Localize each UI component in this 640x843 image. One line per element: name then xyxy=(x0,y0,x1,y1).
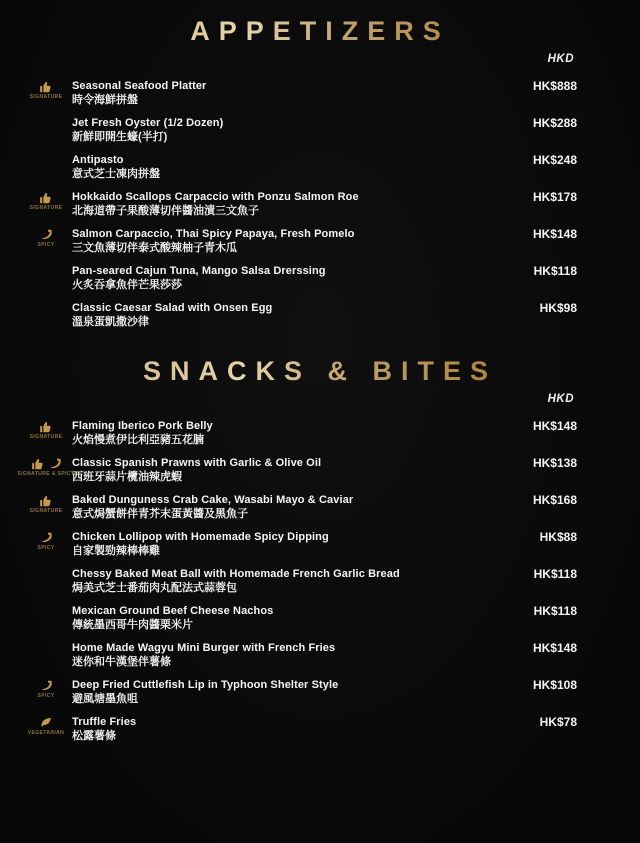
item-name-english: Classic Caesar Salad with Onsen Egg xyxy=(72,302,273,314)
badge-icons xyxy=(39,679,53,693)
section-title: SNACKS & BITES xyxy=(0,356,640,387)
item-name-chinese: 焗美式芝士番茄肉丸配法式蒜蓉包 xyxy=(72,582,237,594)
item-text xyxy=(72,456,533,485)
badge-column xyxy=(20,116,72,118)
chili-icon xyxy=(39,679,53,693)
badge-icons xyxy=(39,716,53,730)
item-price: HK$148 xyxy=(532,641,577,655)
item-name-english: Flaming Iberico Pork Belly xyxy=(72,420,213,432)
badge-column xyxy=(20,227,72,248)
badge-label: SIGNATURE xyxy=(29,94,63,100)
item-text xyxy=(72,604,534,633)
menu-item-row xyxy=(0,419,640,448)
menu-item-row xyxy=(0,493,640,522)
badge-column xyxy=(20,301,72,303)
badge-label: SPICY xyxy=(37,545,55,551)
menu-item-row xyxy=(0,530,640,559)
badge-label: SIGNATURE xyxy=(29,434,63,440)
item-text xyxy=(72,301,540,330)
item-price: HK$148 xyxy=(532,227,577,241)
menu-section xyxy=(0,356,640,744)
item-price: HK$148 xyxy=(532,419,577,433)
item-name-english: Home Made Wagyu Mini Burger with French Fries xyxy=(72,642,336,654)
menu-item-row xyxy=(0,456,640,485)
badge-icons xyxy=(39,80,53,94)
badge-column xyxy=(20,530,72,551)
thumbs-up-icon xyxy=(39,191,53,205)
menu-item-row xyxy=(0,264,640,293)
item-text xyxy=(72,264,534,293)
badge-column xyxy=(20,604,72,606)
item-text xyxy=(72,493,533,522)
currency-header: HKD xyxy=(547,393,574,405)
item-text xyxy=(72,530,540,559)
item-text xyxy=(72,116,533,145)
badge-column xyxy=(20,419,72,440)
badge-icons xyxy=(31,457,62,471)
thumbs-up-icon xyxy=(39,80,53,94)
item-price: HK$78 xyxy=(539,715,577,729)
item-name-chinese: 火炙吞拿魚伴芒果莎莎 xyxy=(72,279,182,291)
item-price: HK$888 xyxy=(532,79,577,93)
item-text xyxy=(72,190,533,219)
item-text xyxy=(72,419,533,448)
badge-label: SIGNATURE & SPICY xyxy=(17,471,75,477)
item-name-chinese: 新鮮即開生蠔(半打) xyxy=(72,131,168,143)
badge-column xyxy=(20,678,72,699)
item-price: HK$178 xyxy=(532,190,577,204)
badge-column xyxy=(20,153,72,155)
menu-item-row xyxy=(0,116,640,145)
badge-label: SPICY xyxy=(37,693,55,699)
section-items xyxy=(0,419,640,744)
item-name-english: Antipasto xyxy=(72,154,124,166)
chili-icon xyxy=(39,228,53,242)
item-price: HK$118 xyxy=(533,264,577,278)
badge-column xyxy=(20,264,72,266)
item-price: HK$88 xyxy=(539,530,577,544)
item-name-chinese: 意式焗蟹餅伴青芥末蛋黃醬及黑魚子 xyxy=(72,508,248,520)
menu-item-row xyxy=(0,641,640,670)
item-name-chinese: 意式芝士凍肉拼盤 xyxy=(72,168,160,180)
item-text xyxy=(72,227,533,256)
badge-icons xyxy=(39,420,53,434)
item-price: HK$98 xyxy=(539,301,577,315)
item-price: HK$248 xyxy=(532,153,577,167)
item-name-chinese: 北海道帶子果酸薄切伴醬油漬三文魚子 xyxy=(72,205,259,217)
badge-column xyxy=(20,190,72,211)
menu-item-row xyxy=(0,190,640,219)
item-name-chinese: 避風塘墨魚咀 xyxy=(72,693,138,705)
thumbs-up-icon xyxy=(39,494,53,508)
item-name-chinese: 溫泉蛋凱撒沙律 xyxy=(72,316,149,328)
badge-column xyxy=(20,567,72,569)
section-title: APPETIZERS xyxy=(0,16,640,47)
item-price: HK$108 xyxy=(532,678,577,692)
item-name-chinese: 時令海鮮拼盤 xyxy=(72,94,138,106)
currency-header: HKD xyxy=(547,53,574,65)
item-name-chinese: 火焰慢煮伊比利亞豬五花腩 xyxy=(72,434,204,446)
item-text xyxy=(72,79,533,108)
item-name-english: Jet Fresh Oyster (1/2 Dozen) xyxy=(72,117,224,129)
item-name-chinese: 迷你和牛漢堡伴薯條 xyxy=(72,656,171,668)
thumbs-up-icon xyxy=(39,420,53,434)
item-text xyxy=(72,641,533,670)
item-name-english: Seasonal Seafood Platter xyxy=(72,80,207,92)
item-name-chinese: 松露薯條 xyxy=(72,730,116,742)
item-text xyxy=(72,153,533,182)
badge-column xyxy=(20,79,72,100)
item-price: HK$118 xyxy=(533,604,577,618)
item-name-chinese: 西班牙蒜片欖油辣虎蝦 xyxy=(72,471,182,483)
menu-item-row xyxy=(0,567,640,596)
item-name-chinese: 三文魚薄切伴泰式酸辣柚子青木瓜 xyxy=(72,242,237,254)
item-price: HK$118 xyxy=(533,567,577,581)
item-price: HK$168 xyxy=(532,493,577,507)
thumbs-up-icon xyxy=(31,457,45,471)
item-name-chinese: 傳統墨西哥牛肉醬栗米片 xyxy=(72,619,193,631)
badge-column xyxy=(20,715,72,736)
item-name-english: Deep Fried Cuttlefish Lip in Typhoon Shelter Style xyxy=(72,679,339,691)
menu-item-row xyxy=(0,715,640,744)
section-items xyxy=(0,79,640,330)
badge-column xyxy=(20,493,72,514)
chili-icon xyxy=(39,531,53,545)
badge-label: SIGNATURE xyxy=(29,508,63,514)
badge-icons xyxy=(39,531,53,545)
item-name-english: Pan-seared Cajun Tuna, Mango Salsa Drerssing xyxy=(72,265,326,277)
badge-label: SIGNATURE xyxy=(29,205,63,211)
item-text xyxy=(72,567,534,596)
item-text xyxy=(72,715,540,744)
item-name-english: Hokkaido Scallops Carpaccio with Ponzu Salmon Roe xyxy=(72,191,359,203)
menu-item-row xyxy=(0,301,640,330)
badge-label: VEGETARIAN xyxy=(27,730,65,736)
badge-icons xyxy=(39,494,53,508)
item-price: HK$288 xyxy=(532,116,577,130)
chili-icon xyxy=(48,457,62,471)
item-text xyxy=(72,678,533,707)
badge-icons xyxy=(39,228,53,242)
item-name-english: Chicken Lollipop with Homemade Spicy Dipping xyxy=(72,531,329,543)
menu-section xyxy=(0,16,640,330)
menu-item-row xyxy=(0,79,640,108)
item-name-english: Salmon Carpaccio, Thai Spicy Papaya, Fresh Pomelo xyxy=(72,228,355,240)
badge-label: SPICY xyxy=(37,242,55,248)
item-name-chinese: 自家製勁辣棒棒雞 xyxy=(72,545,160,557)
badge-column xyxy=(20,641,72,643)
leaf-icon xyxy=(39,716,53,730)
menu-item-row xyxy=(0,153,640,182)
item-name-english: Classic Spanish Prawns with Garlic & Olive Oil xyxy=(72,457,322,469)
item-name-english: Baked Dunguness Crab Cake, Wasabi Mayo & Caviar xyxy=(72,494,354,506)
badge-icons xyxy=(39,191,53,205)
menu-item-row xyxy=(0,604,640,633)
menu-item-row xyxy=(0,227,640,256)
item-name-english: Truffle Fries xyxy=(72,716,137,728)
menu-item-row xyxy=(0,678,640,707)
badge-column xyxy=(17,456,75,477)
item-name-english: Mexican Ground Beef Cheese Nachos xyxy=(72,605,274,617)
item-name-english: Chessy Baked Meat Ball with Homemade French Garlic Bread xyxy=(72,568,400,580)
item-price: HK$138 xyxy=(532,456,577,470)
